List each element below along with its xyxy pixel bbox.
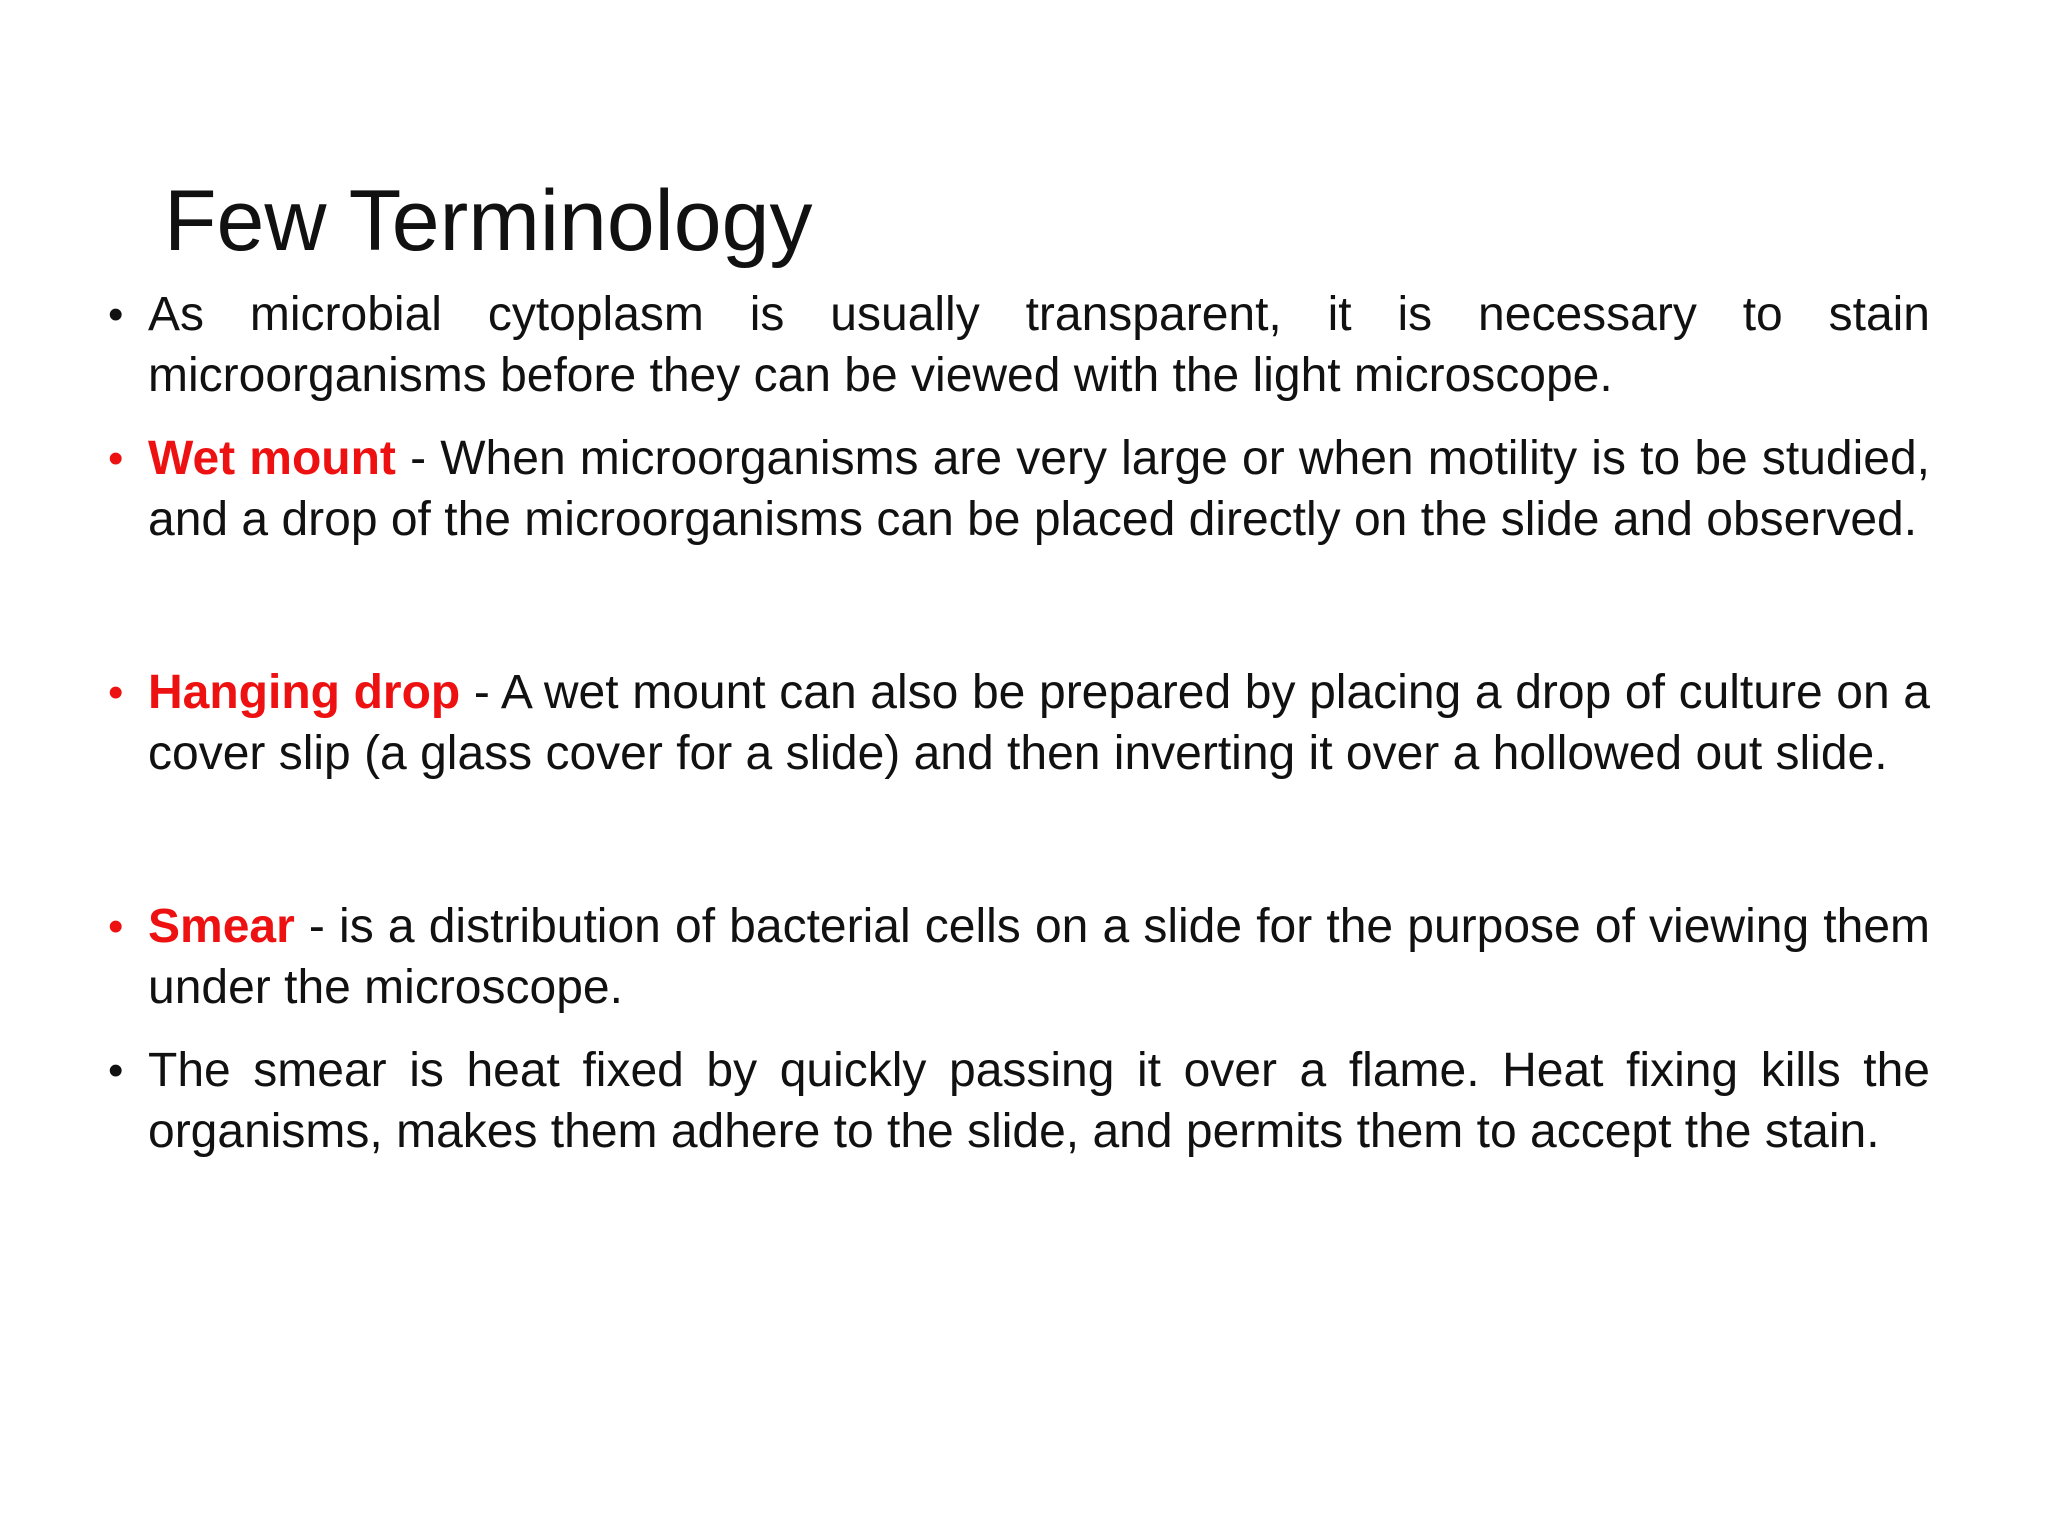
bullet-item-heat-fixing: [108, 1040, 1930, 1162]
bullet-item-smear: [108, 896, 1930, 1018]
bullet-text: - A wet mount can also be prepared by placing a drop of culture on a cover slip (a glass cover for a slide) and then inverting it over a hollowed out slide.: [148, 666, 1931, 780]
bullet-text: The smear is heat fixed by quickly passing it over a flame. Heat fixing kills the organisms, makes them adhere to the slide, and permits them to accept the stain.: [148, 1044, 1930, 1158]
bullet-dot-icon: •: [108, 1046, 124, 1095]
slide-title: Few Terminology: [164, 173, 813, 269]
bullet-item-hanging-drop: [108, 662, 1930, 784]
bullet-dot-icon: •: [108, 668, 124, 717]
bullet-dot-icon: •: [108, 290, 124, 339]
bullet-item-cytoplasm: [108, 284, 1930, 406]
bullet-dot-icon: •: [108, 902, 124, 951]
term-hanging-drop: Hanging drop: [148, 666, 461, 719]
bullet-dot-icon: •: [108, 434, 124, 483]
term-smear: Smear: [148, 900, 295, 953]
bullet-text: As microbial cytoplasm is usually transparent, it is necessary to stain microorganisms before they can be viewed with the light microscope.: [148, 288, 1930, 402]
term-wet-mount: Wet mount: [148, 432, 396, 485]
bullet-list: [108, 284, 1930, 1162]
bullet-item-wet-mount: [108, 428, 1930, 550]
bullet-text: - is a distribution of bacterial cells on a slide for the purpose of viewing them under the microscope.: [148, 900, 1930, 1014]
bullet-text: - When microorganisms are very large or when motility is to be studied, and a drop of the microorganisms can be placed directly on the slide and observed.: [148, 432, 1931, 546]
